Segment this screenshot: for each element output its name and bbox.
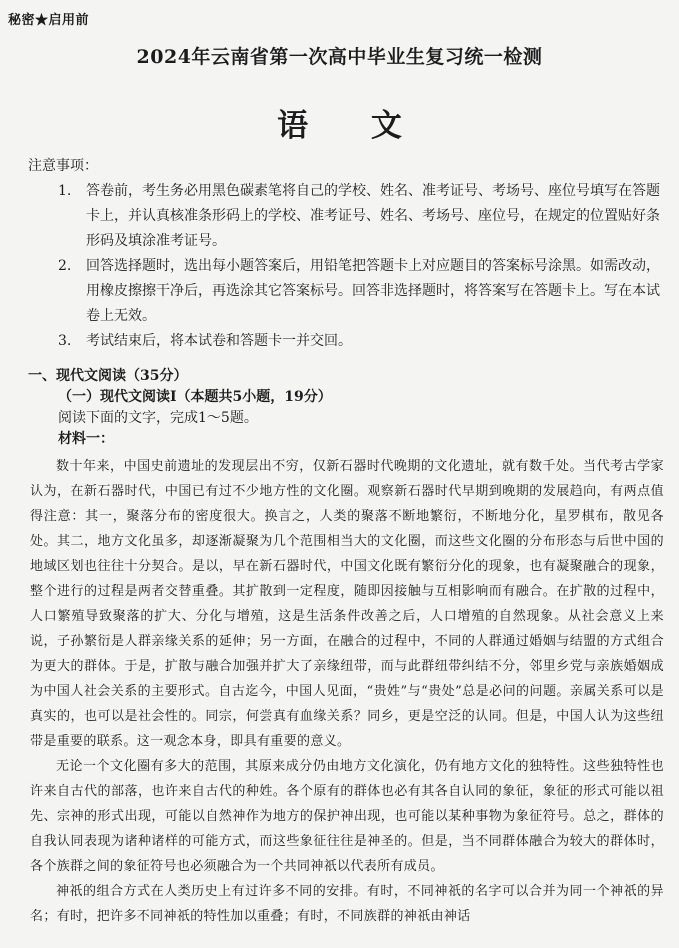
material-text <box>30 454 664 929</box>
subsection-heading: （一）现代文阅读Ⅰ（本题共5小题，19分） <box>58 389 332 405</box>
section-heading: 一、现代文阅读（35分） <box>28 368 188 384</box>
notes-heading: 注意事项： <box>28 158 98 174</box>
note-text: 考试结束后，将本试卷和答题卡一并交回。 <box>86 333 352 349</box>
material-paragraph: 数十年来，中国史前遗址的发现层出不穷，仅新石器时代晚期的文化遗址，就有数千处。当代考古学家认为，在新石器时代，中国已有过不少地方性的文化圈。观察新石器时代早期到晚期的发展趋向，有两点值得注意：其一，聚落分布的密度很大。换言之，人类的聚落不断地繁衍，不断地分化，星罗棋布，散见各处。其二，地方文化虽多，却逐渐凝聚为几个范围相当大的文化圈，而这些文化圈的分布形态与后世中国的地域区划也往往十分契合。是以，早在新石器时代，中国文化既有繁衍分化的现象，也有凝聚融合的现象，整个进行的过程是两者交替重叠。其扩散到一定程度，随即因接触与互相影响而有融合。在扩散的过程中，人口繁殖导致聚落的扩大、分化与增殖，这是生活条件改善之后，人口增殖的自然现象。从社会意义上来说，子孙繁衍是人群亲缘关系的延伸；另一方面，在融合的过程中，不同的人群通过婚姻与结盟的方式组合为更大的群体。于是，扩散与融合加强并扩大了亲缘纽带，而与此群纽带纠结不分，邻里乡党与亲族婚姻成为中国人社会关系的主要形式。自古迄今，中国人见面，“贵姓”与“贵处”总是必问的问题。亲属关系可以是真实的，也可以是社会性的。同宗，何尝真有血缘关系？同乡，更是空泛的认同。但是，中国人认为这些纽带是重要的联系。这一观念本身，即具有重要的意义。 <box>30 459 664 749</box>
exam-notes <box>28 154 668 354</box>
note-text: 答卷前，考生务必用黑色碳素笔将自己的学校、姓名、准考证号、考场号、座位号填写在答题卡上，并认真核准条形码上的学校、准考证号、姓名、考场号、座位号，在规定的位置贴好条形码及填涂准考证号。 <box>86 183 660 249</box>
subject-title: 语 文 <box>277 108 428 144</box>
secret-label: 秘密★启用前 <box>8 13 90 28</box>
note-item <box>28 329 668 354</box>
material-label: 材料一： <box>58 431 114 447</box>
material-paragraph: 神祇的组合方式在人类历史上有过许多不同的安排。有时，不同神祇的名字可以合并为同一个神祇的异名；有时，把许多不同神祇的特性加以重叠；有时，不同族群的神祇由神话 <box>30 884 664 924</box>
note-number: 1. <box>58 183 72 199</box>
notes-list <box>28 179 668 354</box>
note-text: 回答选择题时，选出每小题答案后，用铅笔把答题卡上对应题目的答案标号涂黑。如需改动，用橡皮擦擦干净后，再选涂其它答案标号。回答非选择题时，将答案写在答题卡上。写在本试卷上无效。 <box>86 258 660 324</box>
reading-section <box>28 366 668 450</box>
reading-instruction: 阅读下面的文字，完成1～5题。 <box>58 410 258 426</box>
note-item <box>28 179 668 254</box>
note-number: 3. <box>58 333 72 349</box>
material-paragraph: 无论一个文化圈有多大的范围，其原来成分仍由地方文化演化，仍有地方文化的独特性。这些独特性也许来自古代的部落，也许来自古代的种姓。各个原有的群体也必有其各自认同的象征，象征的形式可能以祖先、宗神的形式出现，可能以自然神作为地方的保护神出现，也可能以某种事物为象征符号。总之，群体的自我认同表现为诸种诸样的可能方式，而这些象征往往是神圣的。但是，当不同群体融合为较大的群体时，各个族群之间的象征符号也必须融合为一个共同神祇以代表所有成员。 <box>30 759 664 874</box>
note-item <box>28 254 668 329</box>
exam-title: 2024年云南省第一次高中毕业生复习统一检测 <box>136 46 543 68</box>
note-number: 2. <box>58 258 72 274</box>
